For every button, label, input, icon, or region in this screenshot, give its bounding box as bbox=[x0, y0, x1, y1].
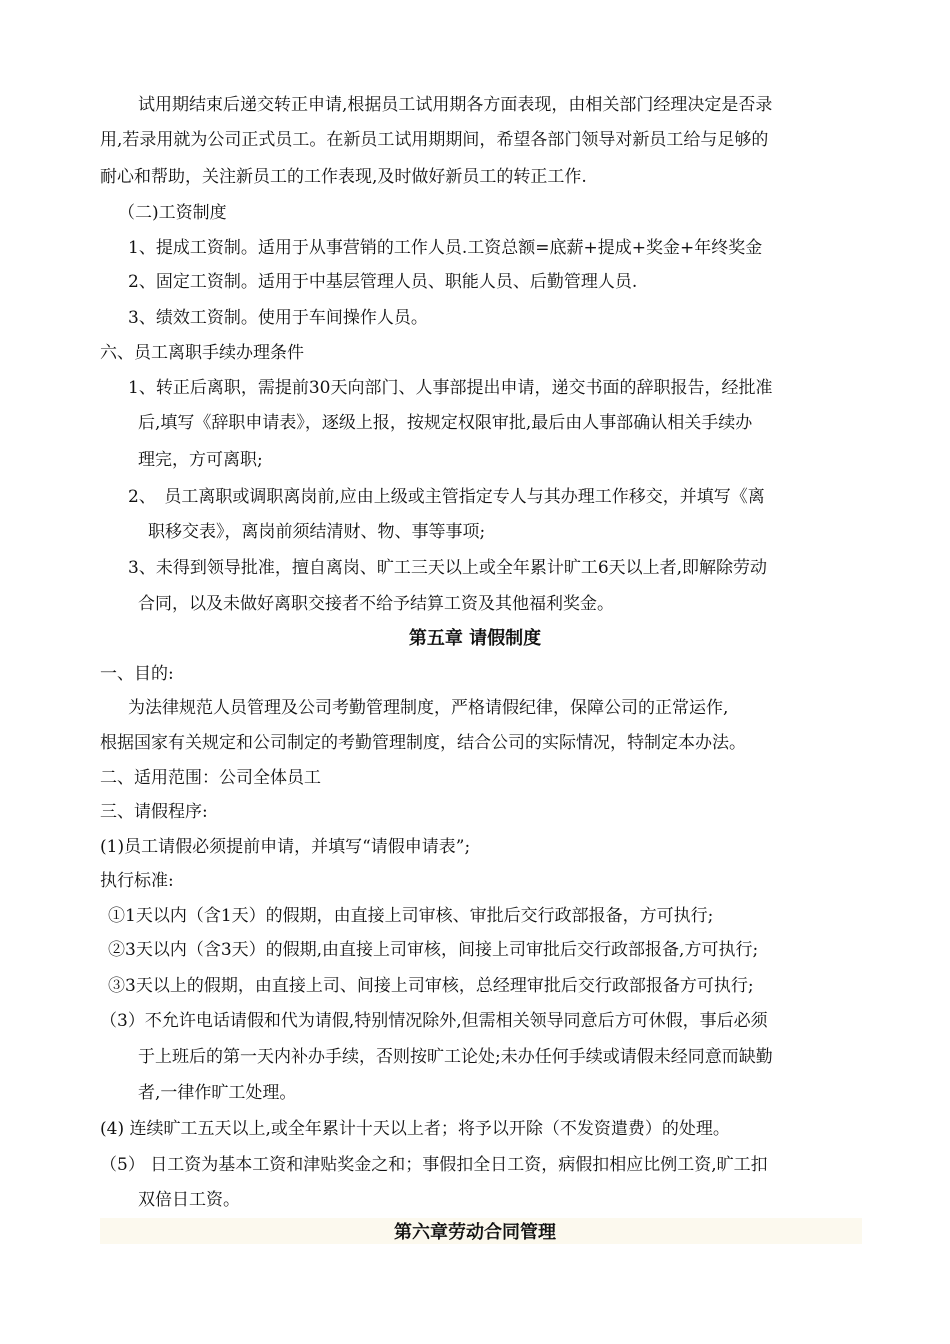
section-heading: 一、目的: bbox=[100, 664, 174, 684]
list-item: 3、绩效工资制。使用于车间操作人员。 bbox=[128, 308, 428, 328]
section-heading: 六、员工离职手续办理条件 bbox=[100, 343, 304, 363]
list-item: 1、提成工资制。适用于从事营销的工作人员.工资总额=底薪+提成+奖金+年终奖金 bbox=[128, 238, 763, 258]
list-item-continuation: 者,一律作旷工处理。 bbox=[138, 1083, 297, 1103]
list-item-continuation: 职移交表》，离岗前须结清财、物、事等事项; bbox=[148, 522, 486, 542]
list-item: ②3天以内（含3天）的假期,由直接上司审核，间接上司审批后交行政部报备,方可执行; bbox=[108, 940, 759, 960]
list-item: 3、未得到领导批准，擅自离岗、旷工三天以上或全年累计旷工6天以上者,即解除劳动 bbox=[128, 558, 768, 578]
section-heading: 二、适用范围：公司全体员工 bbox=[100, 768, 321, 788]
section-heading: 三、请假程序: bbox=[100, 802, 208, 822]
paragraph-line: 根据国家有关规定和公司制定的考勤管理制度，结合公司的实际情况，特制定本办法。 bbox=[100, 733, 746, 753]
list-item-continuation: 双倍日工资。 bbox=[138, 1190, 240, 1210]
list-item: (1)员工请假必须提前申请，并填写“请假申请表”; bbox=[100, 837, 471, 857]
list-item: ①1天以内（含1天）的假期，由直接上司审核、审批后交行政部报备，方可执行; bbox=[108, 906, 714, 926]
list-item: （3）不允许电话请假和代为请假,特别情况除外,但需相关领导同意后方可休假，事后必须 bbox=[100, 1011, 768, 1031]
list-item: 1、转正后离职，需提前30天向部门、人事部提出申请，递交书面的辞职报告，经批准 bbox=[128, 378, 773, 398]
paragraph-line: 执行标准: bbox=[100, 871, 174, 891]
list-item-continuation: 后,填写《辞职申请表》，逐级上报，按规定权限审批,最后由人事部确认相关手续办 bbox=[138, 413, 753, 433]
paragraph-line: 为法律规范人员管理及公司考勤管理制度，严格请假纪律，保障公司的正常运作, bbox=[128, 698, 729, 718]
paragraph-line: 试用期结束后递交转正申请,根据员工试用期各方面表现，由相关部门经理决定是否录 bbox=[138, 95, 773, 115]
list-item-continuation: 合同，以及未做好离职交接者不给予结算工资及其他福利奖金。 bbox=[138, 594, 614, 614]
list-item-continuation: 于上班后的第一天内补办手续，否则按旷工论处;未办任何手续或请假未经同意而缺勤 bbox=[138, 1047, 773, 1067]
list-item: ③3天以上的假期，由直接上司、间接上司审核，总经理审批后交行政部报备方可执行; bbox=[108, 976, 754, 996]
chapter-heading: 第五章 请假制度 bbox=[408, 628, 542, 649]
paragraph-line: 耐心和帮助，关注新员工的工作表现,及时做好新员工的转正工作. bbox=[100, 167, 587, 187]
list-item: （5） 日工资为基本工资和津贴奖金之和；事假扣全日工资，病假扣相应比例工资,旷工扣 bbox=[100, 1155, 768, 1175]
list-item: (4) 连续旷工五天以上,或全年累计十天以上者；将予以开除（不发资遣费）的处理。 bbox=[100, 1119, 730, 1139]
section-heading: （二)工资制度 bbox=[118, 203, 227, 223]
paragraph-line: 用,若录用就为公司正式员工。在新员工试用期期间，希望各部门领导对新员工给与足够的 bbox=[100, 130, 769, 150]
chapter-heading: 第六章劳动合同管理 bbox=[394, 1222, 556, 1243]
list-item-continuation: 理完，方可离职; bbox=[138, 450, 263, 470]
list-item: 2、固定工资制。适用于中基层管理人员、职能人员、后勤管理人员. bbox=[128, 272, 638, 292]
list-item: 2、 员工离职或调职离岗前,应由上级或主管指定专人与其办理工作移交，并填写《离 bbox=[128, 487, 765, 507]
